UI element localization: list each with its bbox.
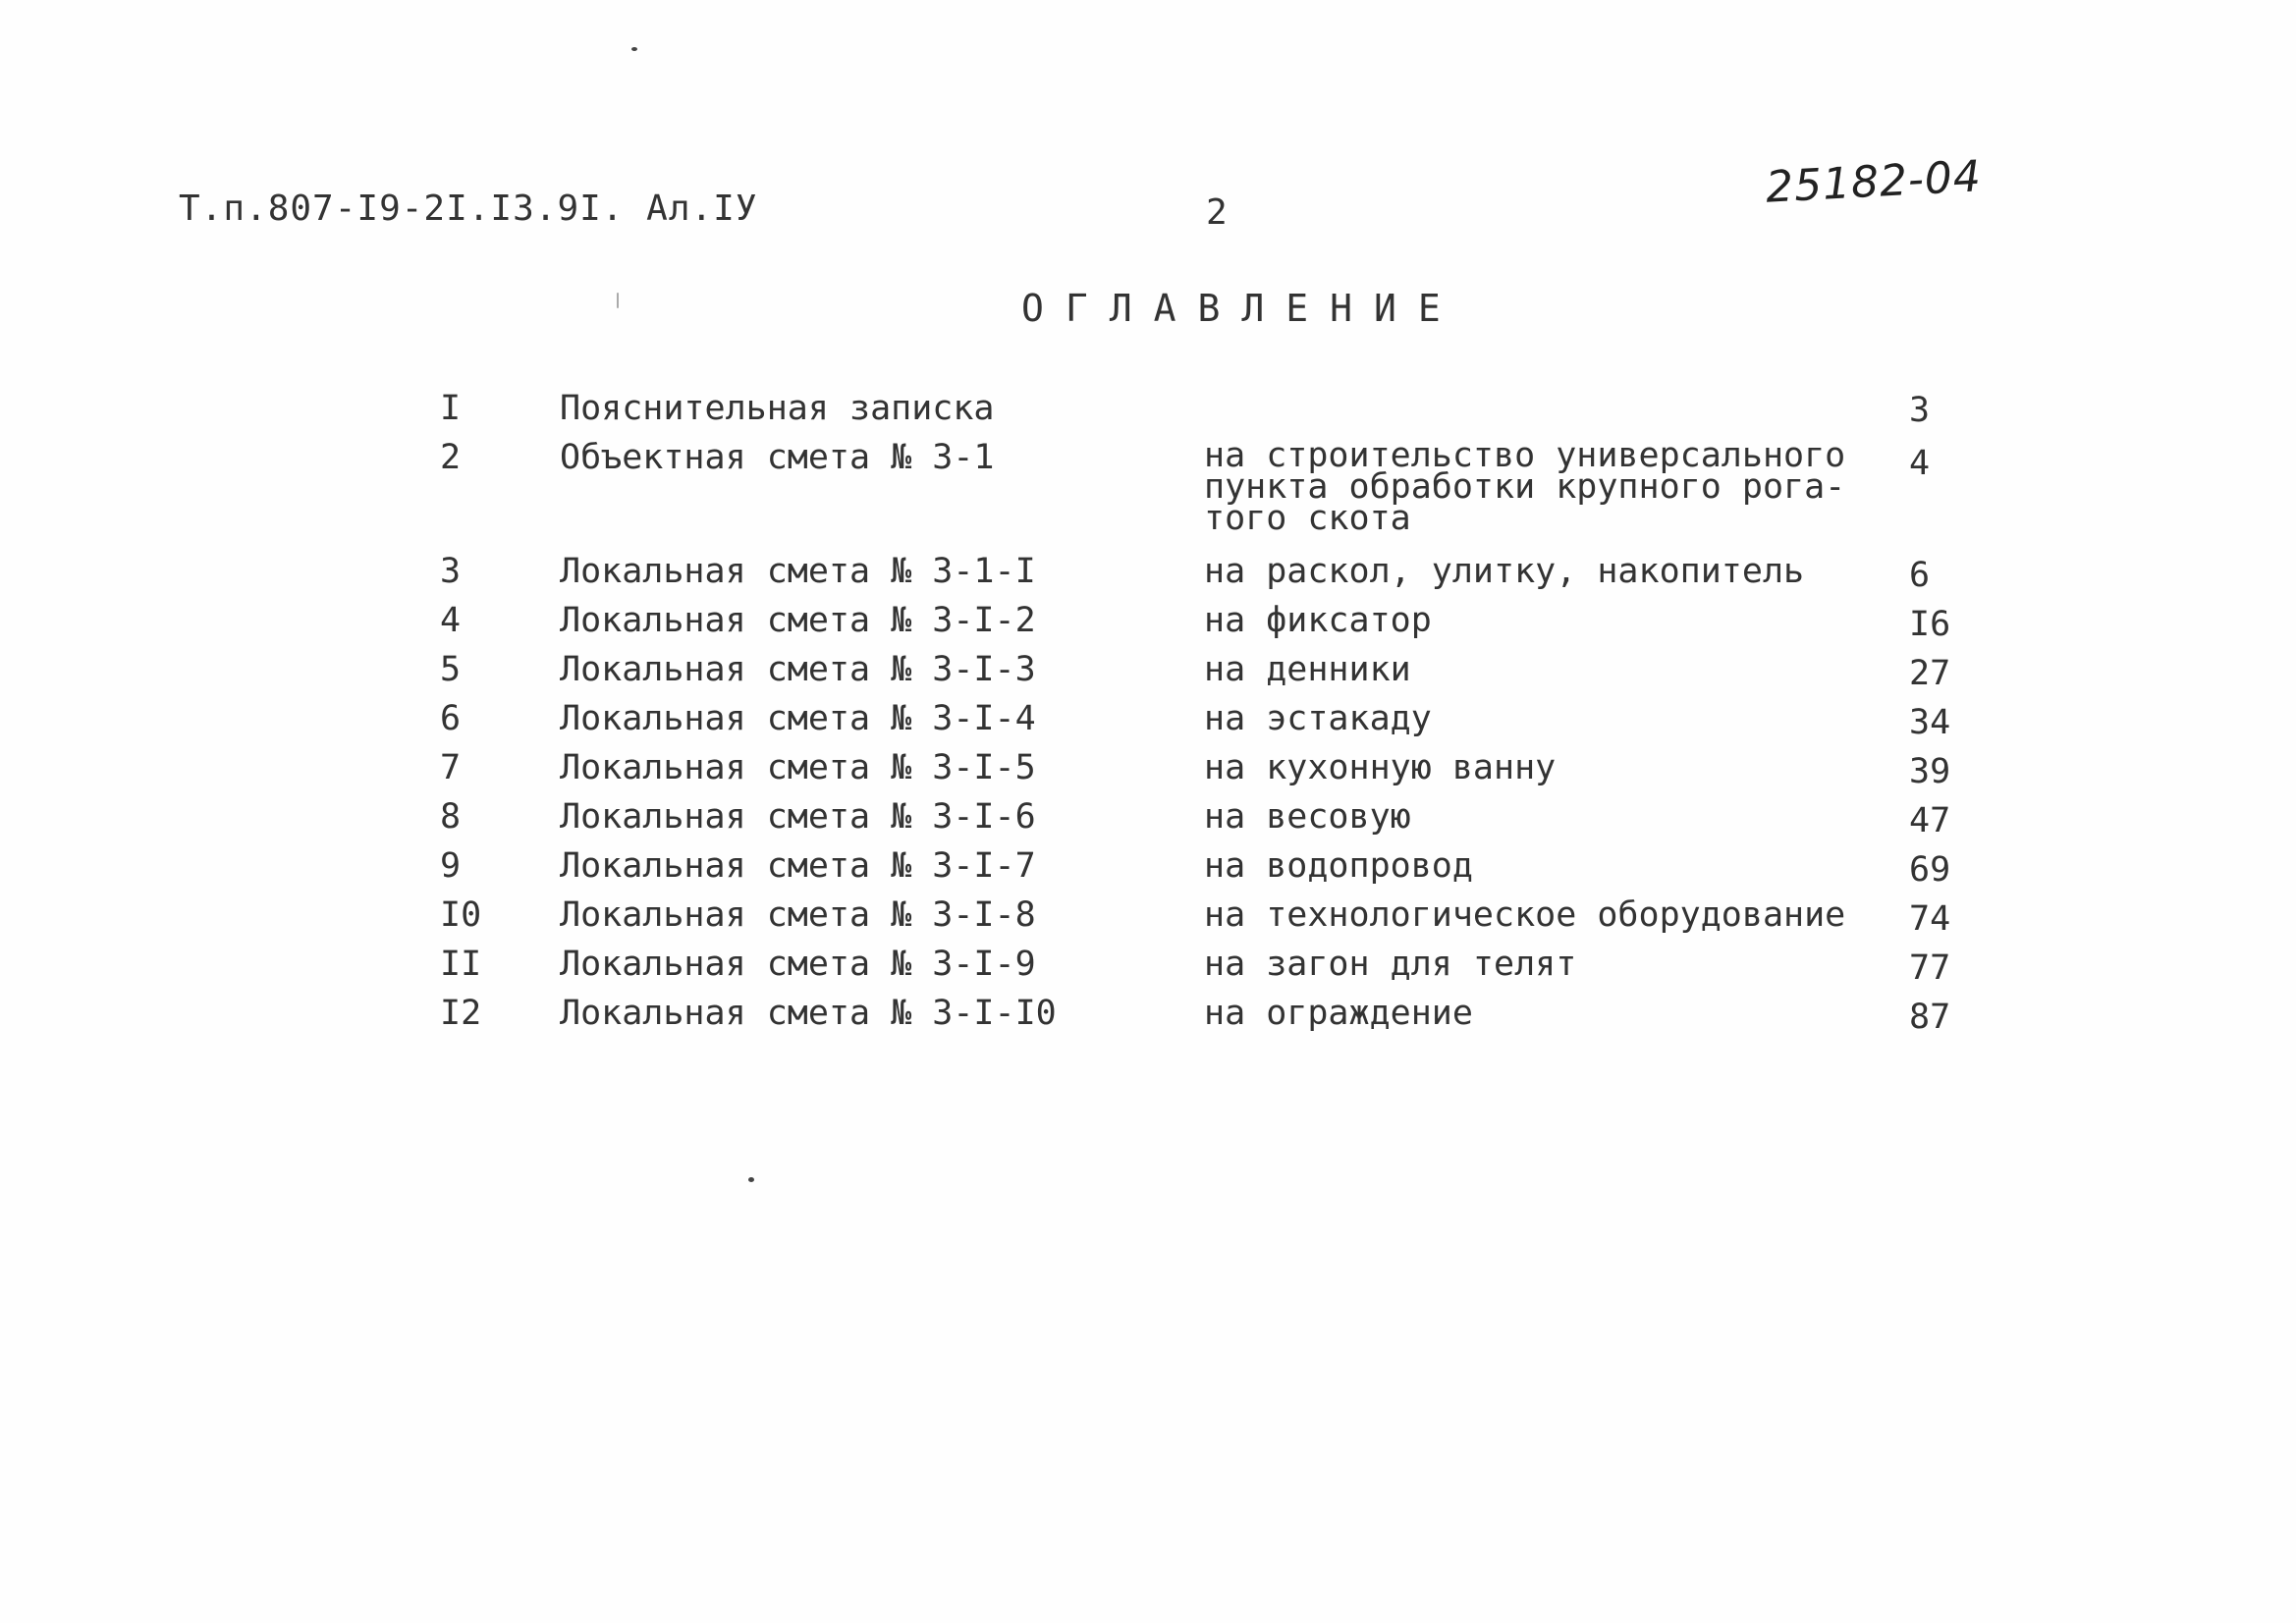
scan-speck — [631, 47, 637, 51]
sheet-number: 2 — [1206, 192, 1228, 233]
toc-row-page: 69 — [1909, 850, 1951, 890]
toc-row-description: на строительство универсального пункта обработки крупного рога- того скота — [1204, 436, 1846, 538]
toc-row-name: Локальная смета № 3-I-6 — [560, 797, 1036, 837]
toc-row-page: 77 — [1909, 948, 1951, 988]
toc-row-description: на загон для телят — [1204, 945, 1577, 984]
page-title: ОГЛАВЛЕНИЕ — [1021, 287, 1462, 330]
toc-row-number: 8 — [440, 797, 462, 837]
toc-row-number: II — [440, 945, 482, 984]
toc-row-page: 27 — [1909, 654, 1951, 693]
toc-row-description: на эстакаду — [1204, 699, 1432, 738]
toc-row-description: на технологическое оборудование — [1204, 895, 1846, 935]
toc-row-number: I2 — [440, 994, 482, 1033]
toc-row-number: 9 — [440, 846, 462, 886]
toc-row-name: Объектная смета № 3-1 — [560, 438, 995, 477]
toc-row-page: 4 — [1909, 444, 1931, 483]
toc-row-number: I0 — [440, 895, 482, 935]
toc-row-number: 3 — [440, 552, 462, 591]
toc-row-name: Локальная смета № 3-1-I — [560, 552, 1036, 591]
toc-row-page: 74 — [1909, 899, 1951, 939]
document-code: Т.п.807-I9-2I.I3.9I. Ал.IУ — [179, 189, 758, 229]
toc-row-number: I — [440, 389, 462, 428]
toc-row-description: на водопровод — [1204, 846, 1473, 886]
toc-row-page: I6 — [1909, 605, 1951, 644]
toc-row-description: на раскол, улитку, накопитель — [1204, 552, 1805, 591]
toc-row-name: Локальная смета № 3-I-I0 — [560, 994, 1057, 1033]
toc-row-page: 3 — [1909, 391, 1931, 430]
toc-row-name: Пояснительная записка — [560, 389, 995, 428]
toc-row-number: 7 — [440, 748, 462, 787]
scan-speck — [617, 293, 619, 308]
handwritten-note: 25182-04 — [1764, 151, 1984, 213]
toc-row-name: Локальная смета № 3-I-4 — [560, 699, 1036, 738]
toc-row-page: 34 — [1909, 703, 1951, 742]
toc-row-page: 47 — [1909, 801, 1951, 840]
toc-row-name: Локальная смета № 3-I-9 — [560, 945, 1036, 984]
toc-row-name: Локальная смета № 3-I-3 — [560, 650, 1036, 689]
toc-row-page: 39 — [1909, 752, 1951, 791]
toc-row-page: 87 — [1909, 998, 1951, 1037]
toc-row-number: 5 — [440, 650, 462, 689]
toc-row-name: Локальная смета № 3-I-7 — [560, 846, 1036, 886]
toc-row-description: на денники — [1204, 650, 1411, 689]
toc-row-page: 6 — [1909, 556, 1931, 595]
toc-row-number: 4 — [440, 601, 462, 640]
toc-row-description: на ограждение — [1204, 994, 1473, 1033]
toc-row-description: на кухонную ванну — [1204, 748, 1557, 787]
toc-row-number: 2 — [440, 438, 462, 477]
toc-row-description: на весовую — [1204, 797, 1411, 837]
toc-row-name: Локальная смета № 3-I-5 — [560, 748, 1036, 787]
toc-row-number: 6 — [440, 699, 462, 738]
toc-row-description: на фиксатор — [1204, 601, 1432, 640]
toc-row-name: Локальная смета № 3-I-2 — [560, 601, 1036, 640]
toc-row-name: Локальная смета № 3-I-8 — [560, 895, 1036, 935]
scan-speck — [748, 1177, 754, 1182]
